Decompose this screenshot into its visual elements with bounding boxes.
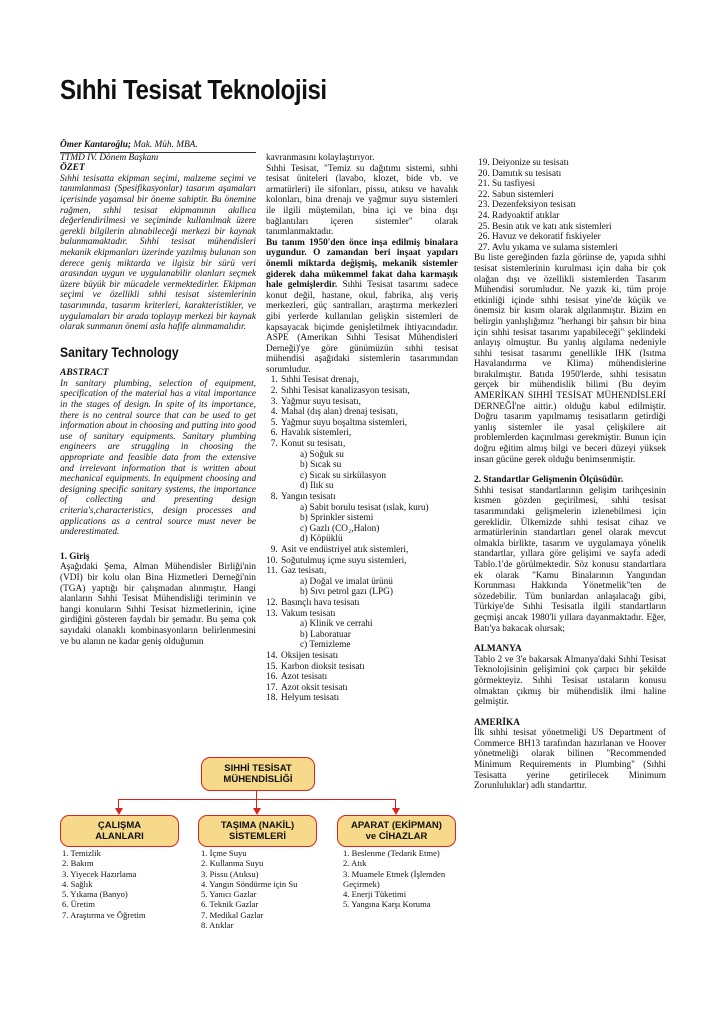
- connector-line: [395, 799, 396, 808]
- diagram-list-item: 3. Muamele Etmek (İşlemden Geçirmek): [343, 868, 446, 889]
- diagram-list-item: 2. Kullanma Suyu: [201, 858, 264, 869]
- diagram-box-label: ÇALIŞMA ALANLARI: [95, 820, 144, 842]
- connector-line: [256, 790, 257, 799]
- diagram-list-aparat: [343, 848, 467, 910]
- almanya-paragraph: Tablo 2 ve 3'e bakarsak Almanya'daki Sıhhi Tesisat Teknolojisinin gelişimini çok çarpıcı bir şekilde görmekteyiz. Sıhhi Tesisat ustaların konusu olmaktan çıkmış bir mühendislik ilmi haline gelmiştir.: [474, 654, 666, 708]
- list-item: 23. Dezenfeksiyon tesisatı: [492, 200, 666, 211]
- diagram-list-item: 2. Atık: [343, 858, 367, 869]
- section-heading-standards: 2. Standartlar Gelişmenin Ölçüsüdür.: [474, 475, 624, 486]
- paragraph: kavranmasını kolaylaştırıyor.: [266, 153, 375, 163]
- list-item: 18. Helyum tesisatı: [280, 693, 458, 704]
- diagram-list-item: 5. Yanıcı Gazlar: [201, 889, 257, 900]
- diagram-list-tasima: [201, 848, 335, 930]
- paragraph: Bu liste gereğinden fazla görünse de, yapıda sıhhi tesisat sistemlerinin kurulması için daha bir çok olağan dışı ve özellikli sistemlerden Tasarım Mühendisi sorumludur. Ne yazık ki, tüm proje etkinliği içinde sıhhi tesisat yine'de küçük ve önemsiz bir kısım olarak algılanmıştır. Bizim en belirgin yanlışlığımız "herhangi bir şahsın bir bina için sıhhi tesisat tasarımı yapabileceği" şeklindeki anlayış olmuştur. Bu yanlış algılama nedeniyle sıhhi tesisat tasarımı genellikle IHK (Isıtma Havalandırma ve Klima) mühendislerine bırakılmıştır. Batıda 1950'lerde, sıhhi tesisatın gerçek bir mühendislik bilimi (Bu deyim AMERİKAN SIHHİ TESİSAT MÜHENDİSLERİ DERNEĞİ'ne aittir.) olduğu kabul edilmiştir. Doğru tasarım yapılmamış tesisatların getirdiği yanlış sistemler ile yasal çelişkilere ait problemlerden kaçınılması gerekmiştir. Bunun için doğru eğitim almış bilgi ve beceri düzeyi yüksek insan gücüne gerek olduğu benimsenmiştir.: [474, 253, 666, 465]
- list-item: 9. Asit ve endüstriyel atık sistemleri,: [280, 545, 458, 556]
- diagram-list-item: 5. Yangına Karşı Koruma: [343, 899, 431, 910]
- author-role: TTMD IV. Dönem Başkanı: [60, 152, 159, 163]
- bold-statement: Bu tanım 1950'den önce inşa edilmiş binalara uygundur. O zamandan beri inşaat yapıları önemli miktarda değişmiş, mekanik sistemler giderek daha mükemmel fakat daha karmaşık hale gelmişlerdir.: [266, 237, 458, 291]
- sub-list-item: b) Laboratuar: [300, 629, 351, 640]
- connector-line: [118, 799, 119, 808]
- list-item: 6. Havalık sistemleri,: [280, 428, 458, 439]
- diagram-root-label: SIHHİ TESİSAT MÜHENDİSLİĞİ: [223, 763, 293, 785]
- list-item: 19. Deiyonize su tesisatı: [492, 158, 666, 169]
- sub-list-item: d) Ilık su: [300, 481, 334, 492]
- list-item: 10. Soğutulmuş içme suyu sistemleri,: [280, 556, 458, 567]
- history-paragraph: [266, 238, 458, 376]
- list-item: 14. Oksijen tesisatı: [280, 651, 458, 662]
- arrow-icon: [392, 808, 400, 815]
- list-item: 5. Yağmur suyu boşaltma sistemleri,: [280, 418, 458, 429]
- sub-list-item: a) Soğuk su: [300, 449, 344, 460]
- list-item: 7. Konut su tesisatı, a) Soğuk su b) Sıcak su c) Sıcak su sirkülasyon d) Ilık su: [280, 439, 458, 492]
- diagram-box-label: TAŞIMA (NAKİL) SİSTEMLERİ: [220, 820, 295, 842]
- subheading-almanya: ALMANYA: [474, 644, 522, 655]
- sub-list-item: b) Sıcak su: [300, 460, 342, 471]
- column-middle: [266, 153, 458, 704]
- arrow-icon: [115, 808, 123, 815]
- list-item: 20. Damıtık su tesisatı: [492, 169, 666, 180]
- diagram-list-item: 8. Atıklar: [201, 920, 234, 931]
- list-item: 25. Besin atık ve katı atık sistemleri: [492, 222, 666, 233]
- ozet-label: ÖZET: [60, 163, 85, 174]
- aspe-text: Sıhhi Tesisat tasarımı sadece konut değil, hastane, okul, fabrika, alış veriş merkezleri, güç santralları, araştırma merkezleri gibi yerlerde kullanılan gelişkin sistemleri de kapsayacak biçimde genişletilmek ihtiyacındadır. ASPE (Amerikan Sıhhi Tesisat Mühendisleri Derneği)'ye göre günümüzün sıhhi tesisat mühendisi aşağıdaki sistemlerin tasarımından sorumludur.: [266, 280, 459, 375]
- list-item: 24. Radyoaktif atıklar: [492, 211, 666, 222]
- sub-list: [281, 619, 458, 651]
- sub-list-item: b) Sıvı petrol gazı (LPG): [300, 587, 393, 598]
- diagram-list-item: 7. Medikal Gazlar: [201, 909, 264, 920]
- list-item: 27. Avlu yıkama ve sulama sistemleri: [492, 243, 666, 254]
- sub-list-item: c) Gazlı (CO₂,Halon): [300, 523, 380, 534]
- diagram-box-root: [201, 757, 315, 791]
- abstract-text: In sanitary plumbing, selection of equipment, specification of the material has a vital importance in the stages of design. In spite of its importance, there is no central source that can be used to get information about in choosing and putting into good use of sanitary equipments. Sanitary plumbing engineers are struggling in choosing the appropriate and feasible data from the extensive and irrelevant information that is written about mechanical equipments. In equipment choosing and designing specific sanitary systems, the importance of collecting and presenting design criteria's,characteristics, design processes and applications as a central source must never be underestimated.: [60, 378, 256, 538]
- sub-list-item: c) Temizleme: [300, 640, 351, 651]
- sub-list-item: a) Sabit borulu tesisat (ıslak, kuru): [300, 502, 429, 513]
- diagram-list-item: 6. Teknik Gazlar: [201, 899, 259, 910]
- list-item: 21. Su tasfiyesi: [492, 179, 666, 190]
- diagram-box-label: APARAT (EKİPMAN) ve CİHAZLAR: [351, 820, 442, 842]
- list-item: 2. Sıhhi Tesisat kanalizasyon tesisatı,: [280, 386, 458, 397]
- list-item: 12. Basınçlı hava tesisatı: [280, 598, 458, 609]
- systems-list-continued: [474, 158, 666, 253]
- sub-list: [281, 450, 458, 492]
- sub-list-item: d) Köpüklü: [300, 534, 343, 545]
- abstract-label: ABSTRACT: [60, 368, 109, 379]
- sub-list: [281, 503, 458, 545]
- diagram-list-item: 4. Enerji Tüketimi: [343, 889, 407, 900]
- standards-paragraph: Sıhhi tesisat standartlarının gelişim tarihçesinin kısmen gözden geçirilmesi, sıhhi tesisat tasarımındaki gelişmelerin izlenebilmesi için gereklidir. Ülkemizde sıhhi tesisat cihaz ve armatürlerinin standartları genel olarak mevcut olmakla birlikte, tasarım ve uygulamaya yönelik standartlar, yıllara göre gelişimi ve sayfa adedi Tablo.1'de görülmektedir. Söz konusu standartlara ek olarak "Kamu Binalarının Yangından Korunması Hakkında Yönetmelik"ten de sözedebilir. Tüm bunlardan anlaşılacağı gibi, Türkiye'de Sıhhi Tesisatla ilgili standartların geçmişi ancak 1980'li yıllara dayanmaktadır. Eğer, Batı'ya bakacak olursak;: [474, 485, 666, 634]
- diagram-list-calisma: [62, 848, 194, 920]
- definition-paragraph: Sıhhi Tesisat, "Temiz su dağıtımı sistemi, sıhhi tesisat üniteleri (lavabo, klozet, bide vb. ve armatürleri) ile sifonları, pissu, atıksu ve havalık kolonları, bina drenajı ve yağmur suyu sistemleri ile ilgili müştemilatı, bina içi ve bina dışı bağlantıları içeren sistemler" olarak tanımlanmaktadır.: [266, 163, 458, 238]
- list-item: 11. Gaz tesisatı, a) Doğal ve imalat ürünü b) Sıvı petrol gazı (LPG): [280, 566, 458, 598]
- connector-line: [256, 799, 257, 808]
- sub-list-item: c) Sıcak su sirkülasyon: [300, 470, 386, 481]
- list-item: 22. Sabun sistemleri: [492, 190, 666, 201]
- diagram-box-aparat: [337, 815, 456, 847]
- list-item: 16. Azot tesisatı: [280, 672, 458, 683]
- list-item: 15. Karbon dioksit tesisatı: [280, 662, 458, 673]
- sub-list-item: b) Sprinkler sistemi: [300, 513, 374, 524]
- diagram-list-item: 2. Bakım: [62, 858, 94, 869]
- column-right: [474, 158, 666, 792]
- list-item: 17. Azot oksit tesisatı: [280, 683, 458, 694]
- giris-text: Aşağıdaki Şema, Alman Mühendisler Birliği'nin (VDI) bir kolu olan Bina Hizmetleri Derneği'nin (TGA) yaptığı bir çalışmadan alınmıştır. Hangi alanların Sıhhi Tesisat Mühendisliği teriminin ve hangi konuların Sıhhi Tesisat hizmetlerinin, içine girdiğini gösteren faydalı bir şemadır. Bu şema çok sayıdaki olanaklı kombinasyonların belirlenmesini ve bu alanın ne kadar geniş olduğunun: [60, 562, 256, 647]
- diagram-list-item: 4. Sağlık: [62, 878, 93, 889]
- list-item: 4. Mahal (dış alan) drenaj tesisatı,: [280, 407, 458, 418]
- sub-list-item: a) Doğal ve imalat ürünü: [300, 576, 393, 587]
- diagram-list-item: 6. Üretim: [62, 899, 95, 910]
- author-name: Ömer Kantaroğlu;: [60, 140, 132, 150]
- list-item: 3. Yağmur suyu tesisatı,: [280, 397, 458, 408]
- arrow-icon: [253, 808, 261, 815]
- diagram-box-tasima: [198, 815, 317, 847]
- subheading-amerika: AMERİKA: [474, 717, 520, 728]
- amerika-paragraph: İlk sıhhi tesisat yönetmeliği US Department of Commerce BH13 tarafından hazırlanan ve Hoover yönetmeliği olarak bilinen "Recommended Minimum Requirements in Plumbing" (Sıhhi Tesisatta yerine getirilecek Minimum Zorunluluklar) adlı standarttır.: [474, 728, 666, 792]
- author-line: [60, 140, 256, 153]
- ozet-text: Sıhhi tesisatta ekipman seçimi, malzeme seçimi ve tanımlanması (Spesifikasyonlar) tasarım aşamaları içerisinde yaşamsal bir öneme sahiptir. Bu önemine rağmen, sıhhi tesisat ekipmanının akıllıca değerlendirilmesi ve seçiminde kullanılmak üzere gerekli bilgilerin alınabileceği merkezi bir kaynak bulunmamaktadır. Sıhhi tesisat mühendisleri mekanik ekipmanları üzerinde yazılmış bulunan son derece geniş miktarda ve ilgisiz bir sürü veri arasından uygun ve uygulanabilir olanları seçmek üzere büyük bir mücadele vermektedirler. Ekipman seçimi ve özellikli sıhhi tesisat sistemlerinin tasarımında, tasarım kriterleri, karakteristikler, ve uygulamaları bir arada toplayıp merkezi bir kaynak olarak sunmanın önemi asla hafife alınmamalıdır.: [60, 173, 256, 333]
- scope-diagram: [58, 752, 466, 952]
- sub-list-item: a) Klinik ve cerrahi: [300, 619, 373, 630]
- diagram-list-item: 3. Yiyecek Hazırlama: [62, 868, 137, 879]
- page-title: Sıhhi Tesisat Teknolojisi: [60, 74, 327, 105]
- diagram-list-item: 7. Araştırma ve Öğretim: [62, 909, 146, 920]
- diagram-list-item: 1. Beslenme (Tedarik Etme): [343, 848, 440, 858]
- column-left: [60, 140, 256, 647]
- systems-list: [266, 375, 458, 703]
- author-degree: Mak. Müh. MBA.: [131, 140, 198, 150]
- diagram-box-calisma: [60, 815, 179, 847]
- diagram-list-item: 4. Yangın Söndürme için Su: [201, 878, 298, 889]
- diagram-list-item: 1. İçme Suyu: [201, 848, 247, 858]
- diagram-list-item: 1. Temizlik: [62, 848, 101, 858]
- diagram-list-item: 3. Pissu (Atıksu): [201, 868, 259, 879]
- list-item: 1. Sıhhi Tesisat drenajı,: [280, 375, 458, 386]
- section-heading-giris: 1. Giriş: [60, 551, 90, 562]
- sub-list: [281, 577, 458, 598]
- english-title: Sanitary Technology: [60, 344, 179, 360]
- list-item: 8. Yangın tesisatı a) Sabit borulu tesisat (ıslak, kuru) b) Sprinkler sistemi c) Gazlı (CO₂,Halon) d) Köpüklü: [280, 492, 458, 545]
- list-item: 13. Vakum tesisatı a) Klinik ve cerrahi b) Laboratuar c) Temizleme: [280, 609, 458, 651]
- list-item: 26. Havuz ve dekoratif fıskiyeler: [492, 232, 666, 243]
- diagram-list-item: 5. Yıkama (Banyo): [62, 889, 128, 900]
